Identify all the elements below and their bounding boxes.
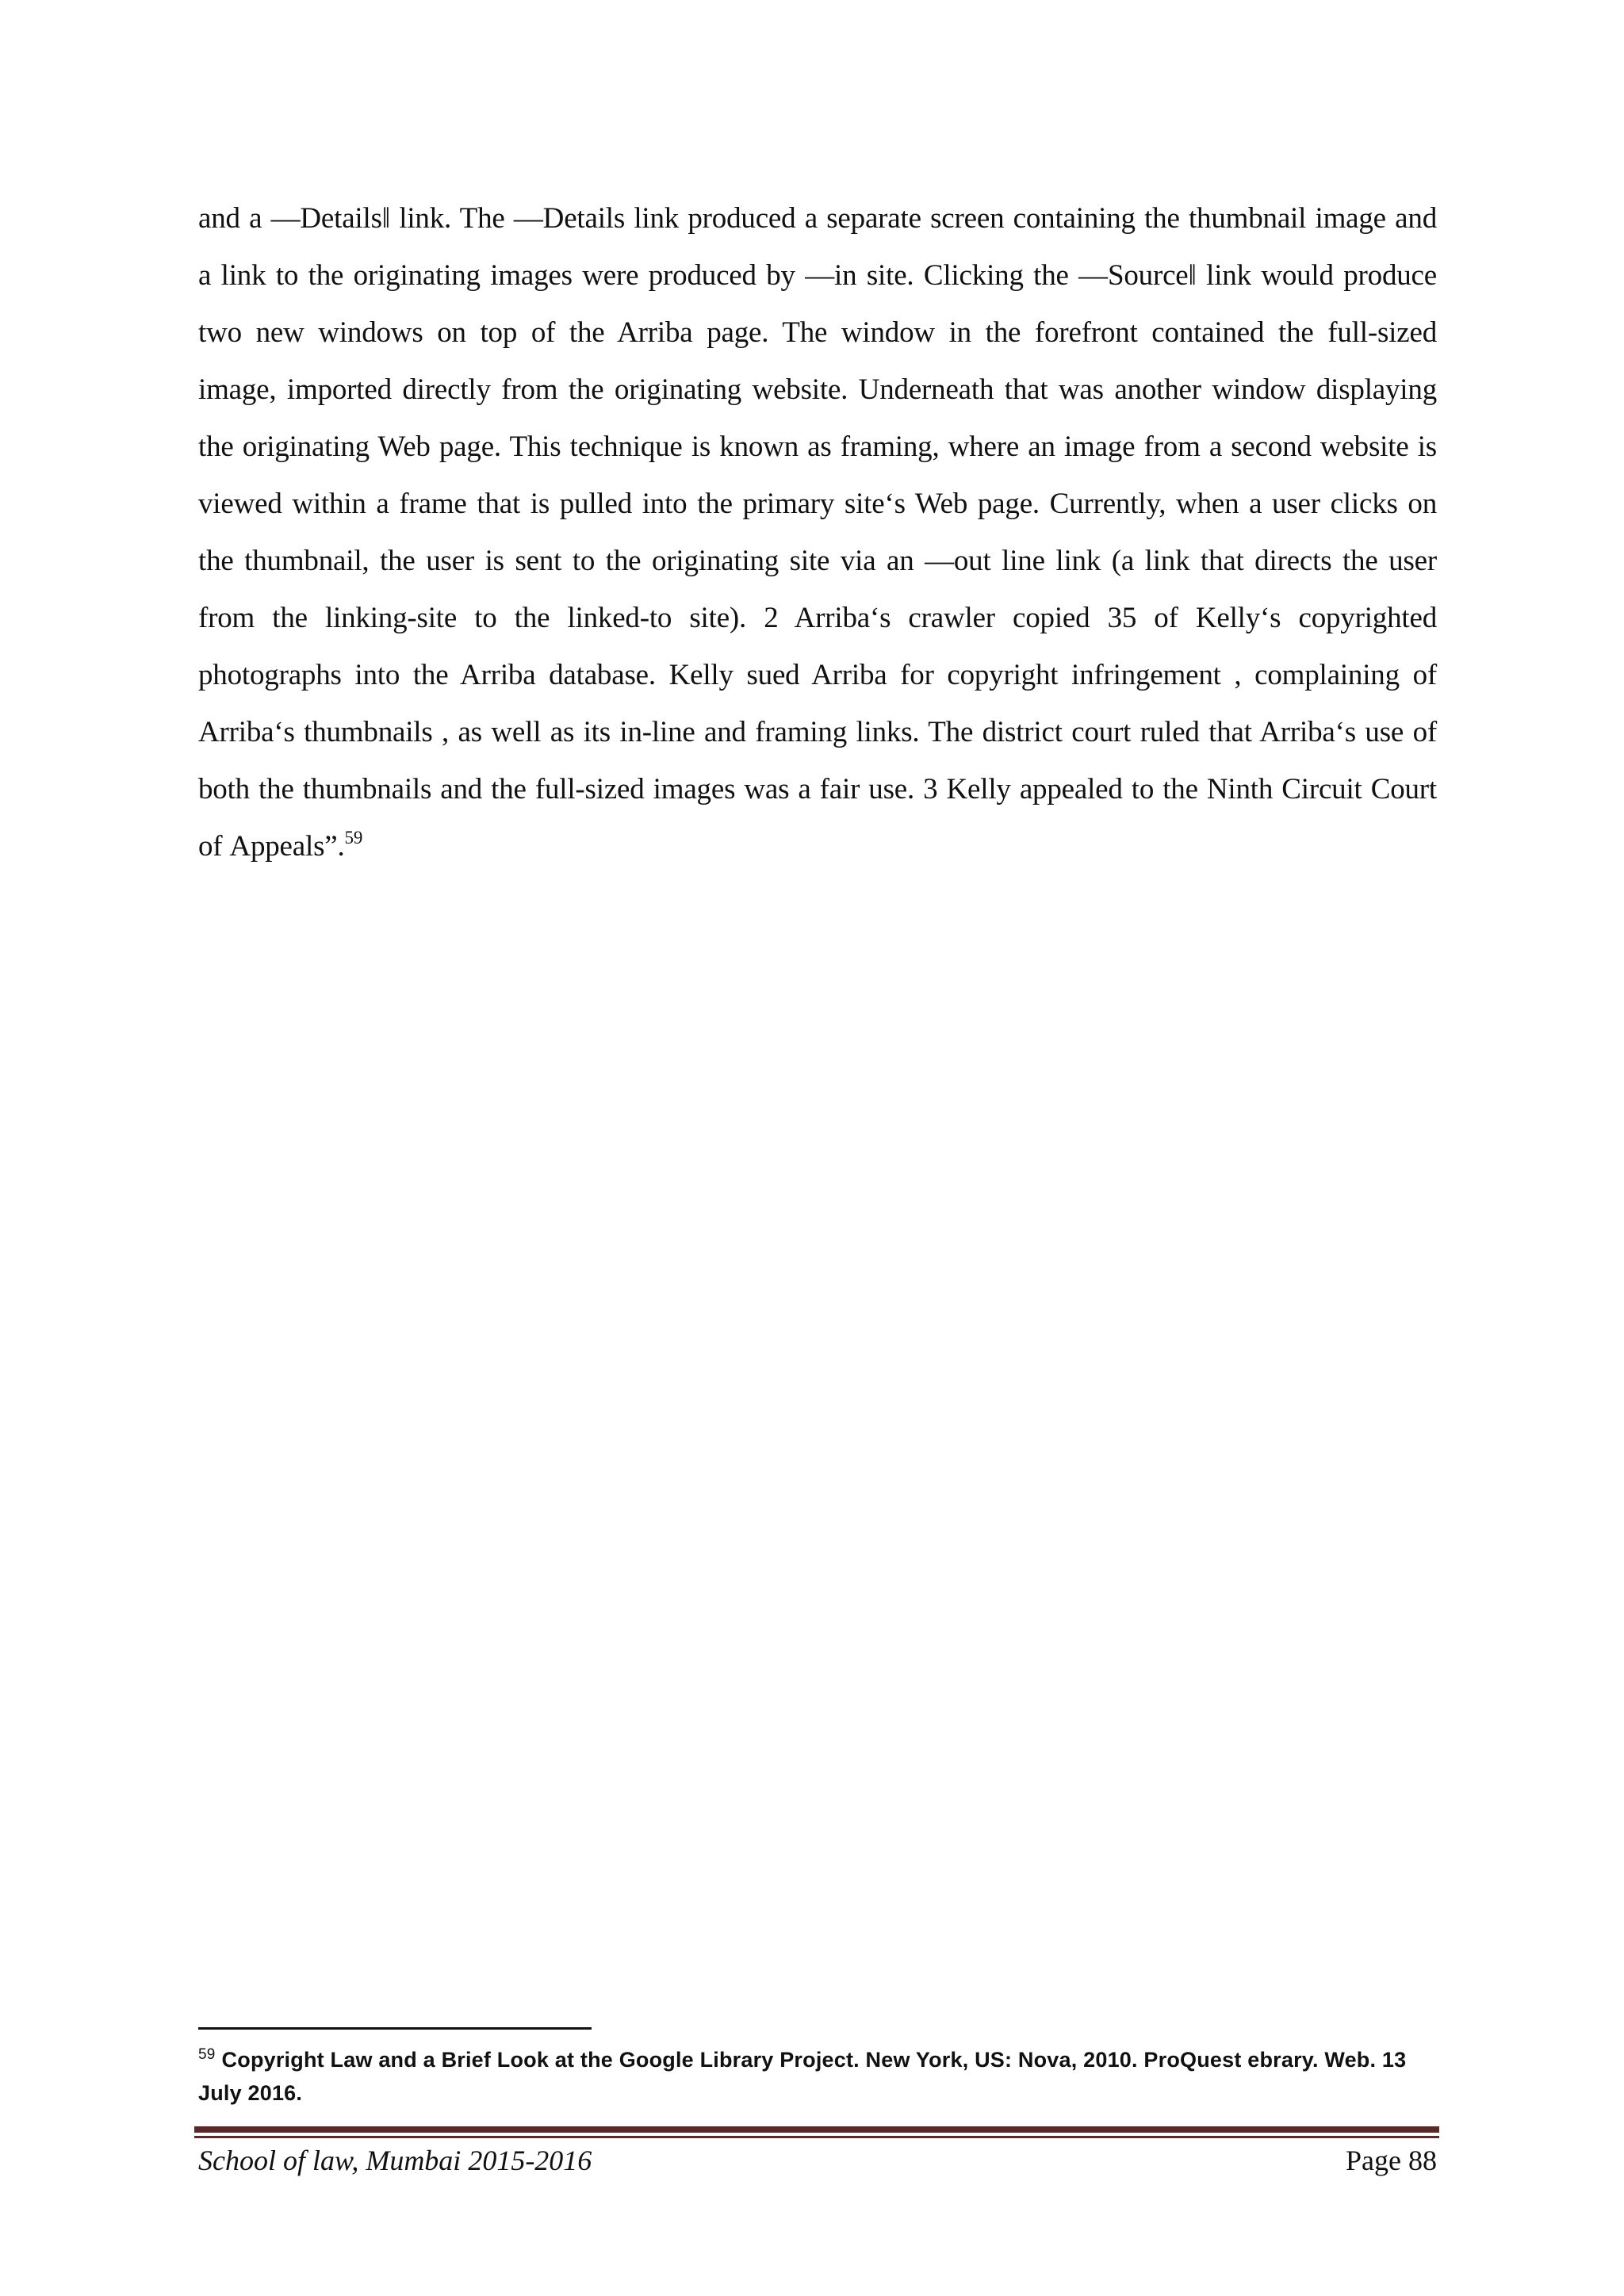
footnote-reference[interactable]: 59 bbox=[344, 827, 363, 848]
footer-institution: School of law, Mumbai 2015-2016 bbox=[198, 2145, 592, 2176]
body-paragraph bbox=[198, 190, 1437, 875]
page-number: Page 88 bbox=[1346, 2145, 1437, 2176]
footnote-text: Copyright Law and a Brief Look at the Google Library Project. New York, US: Nova, 2010. ProQuest ebrary. Web. 13 July 2016. bbox=[198, 2048, 1407, 2105]
footnote-separator bbox=[198, 2027, 592, 2030]
footer-rule-thin bbox=[194, 2136, 1439, 2138]
footnote-number: 59 bbox=[198, 2046, 216, 2063]
page-footer bbox=[198, 2144, 1437, 2183]
body-paragraph-text: and a ―Details‖ link. The ―Details link produced a separate screen containing the thumbnail image and a link to the originating images were produced by ―in site. Clicking the ―Source‖ link would produce two new windows on top of the Arriba page. The window in the forefront contained the full-sized image, imported directly from the originating website. Underneath that was another window displaying the originating Web page. This technique is known as framing, where an image from a second website is viewed within a frame that is pulled into the primary site‘s Web page. Currently, when a user clicks on the thumbnail, the user is sent to the originating site via an ―out line link (a link that directs the user from the linking-site to the linked-to site). 2 Arriba‘s crawler copied 35 of Kelly‘s copyrighted photographs into the Arriba database. Kelly sued Arriba for copyright infringement , complaining of Arriba‘s thumbnails , as well as its in-line and framing links. The district court ruled that Arriba‘s use of both the thumbnails and the full-sized images was a fair use. 3 Kelly appealed to the Ninth Circuit Court of Appeals”. bbox=[198, 202, 1437, 863]
footnote bbox=[198, 2043, 1437, 2110]
footer-rule-thick bbox=[194, 2126, 1439, 2133]
